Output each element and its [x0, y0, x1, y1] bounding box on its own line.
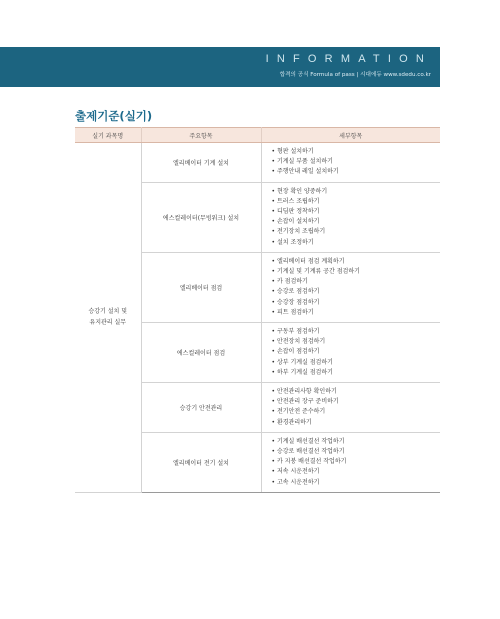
- detail-list-item: • 안전관리사항 확인하기: [272, 387, 441, 397]
- detail-list: [272, 437, 441, 488]
- detail-list-item: • 환경관리하기: [272, 418, 441, 428]
- detail-items-cell: [261, 323, 440, 383]
- column-header-subject: 실기 과목명: [75, 128, 141, 143]
- detail-items-cell: [261, 182, 440, 252]
- table-header-row: [75, 128, 440, 143]
- detail-list-item: • 카 점검하기: [272, 277, 441, 287]
- section-title: 출제기준(실기): [75, 109, 153, 123]
- detail-list-item: • 손잡이 점검하기: [272, 347, 441, 357]
- header-banner: [0, 47, 440, 87]
- table-row: [75, 143, 440, 183]
- detail-list-item: • 설치 조정하기: [272, 238, 441, 248]
- detail-list-item: • 손잡이 설치하기: [272, 217, 441, 227]
- detail-items-cell: [261, 252, 440, 322]
- detail-list-item: • 승강로 배선결선 작업하기: [272, 447, 441, 457]
- detail-list: [272, 187, 441, 248]
- column-header-detail-item: 세부항목: [261, 128, 440, 143]
- main-item-cell: 에스컬레이터 점검: [141, 323, 261, 383]
- detail-list: [272, 257, 441, 318]
- detail-list-item: • 하부 기계실 점검하기: [272, 368, 441, 378]
- detail-list-item: • 피트 점검하기: [272, 308, 441, 318]
- banner-tagline: 합격의 공식 Formula of pass | 시대에듀 www.sdedu.co.kr: [279, 72, 431, 78]
- detail-list-item: • 현장 확인 양중하기: [272, 187, 441, 197]
- detail-list: [272, 387, 441, 428]
- column-header-main-item: 주요항목: [141, 128, 261, 143]
- detail-list: [272, 327, 441, 378]
- detail-list-item: • 구동부 점검하기: [272, 327, 441, 337]
- exam-standard-table: [75, 127, 440, 493]
- detail-list-item: • 엘리베이터 점검 계획하기: [272, 257, 441, 267]
- subject-cell: 승강기 설치 및 유지관리 실무: [75, 143, 141, 493]
- detail-list-item: • 트러스 조립하기: [272, 197, 441, 207]
- main-item-cell: 엘리베이터 점검: [141, 252, 261, 322]
- detail-list-item: • 승강로 점검하기: [272, 287, 441, 297]
- detail-list-item: • 저속 시운전하기: [272, 467, 441, 477]
- detail-list-item: • 상부 기계실 점검하기: [272, 358, 441, 368]
- detail-list-item: • 고속 시운전하기: [272, 478, 441, 488]
- detail-list-item: • 주행안내 레일 설치하기: [272, 167, 441, 177]
- main-item-cell: 에스컬레이터(무빙워크) 설치: [141, 182, 261, 252]
- detail-list-item: • 디딤판 정착하기: [272, 207, 441, 217]
- detail-list-item: • 전기안전 준수하기: [272, 407, 441, 417]
- detail-list-item: • 형판 설치하기: [272, 147, 441, 157]
- detail-items-cell: [261, 432, 440, 492]
- detail-list-item: • 카 지붕 배선결선 작업하기: [272, 457, 441, 467]
- main-item-cell: 엘리베이터 기계 설치: [141, 143, 261, 183]
- banner-title: INFORMATION: [265, 53, 432, 65]
- table-body: [75, 143, 440, 493]
- main-item-cell: 엘리베이터 전기 설치: [141, 432, 261, 492]
- detail-items-cell: [261, 143, 440, 183]
- detail-list-item: • 승강장 점검하기: [272, 298, 441, 308]
- detail-list-item: • 기계실 부품 설치하기: [272, 157, 441, 167]
- detail-list-item: • 기계실 배선결선 작업하기: [272, 437, 441, 447]
- detail-items-cell: [261, 383, 440, 433]
- detail-list: [272, 147, 441, 178]
- detail-list-item: • 기계실 및 기계류 공간 점검하기: [272, 267, 441, 277]
- main-item-cell: 승강기 안전관리: [141, 383, 261, 433]
- detail-list-item: • 안전장치 점검하기: [272, 337, 441, 347]
- detail-list-item: • 안전관리 장구 준비하기: [272, 397, 441, 407]
- detail-list-item: • 전기장치 조립하기: [272, 227, 441, 237]
